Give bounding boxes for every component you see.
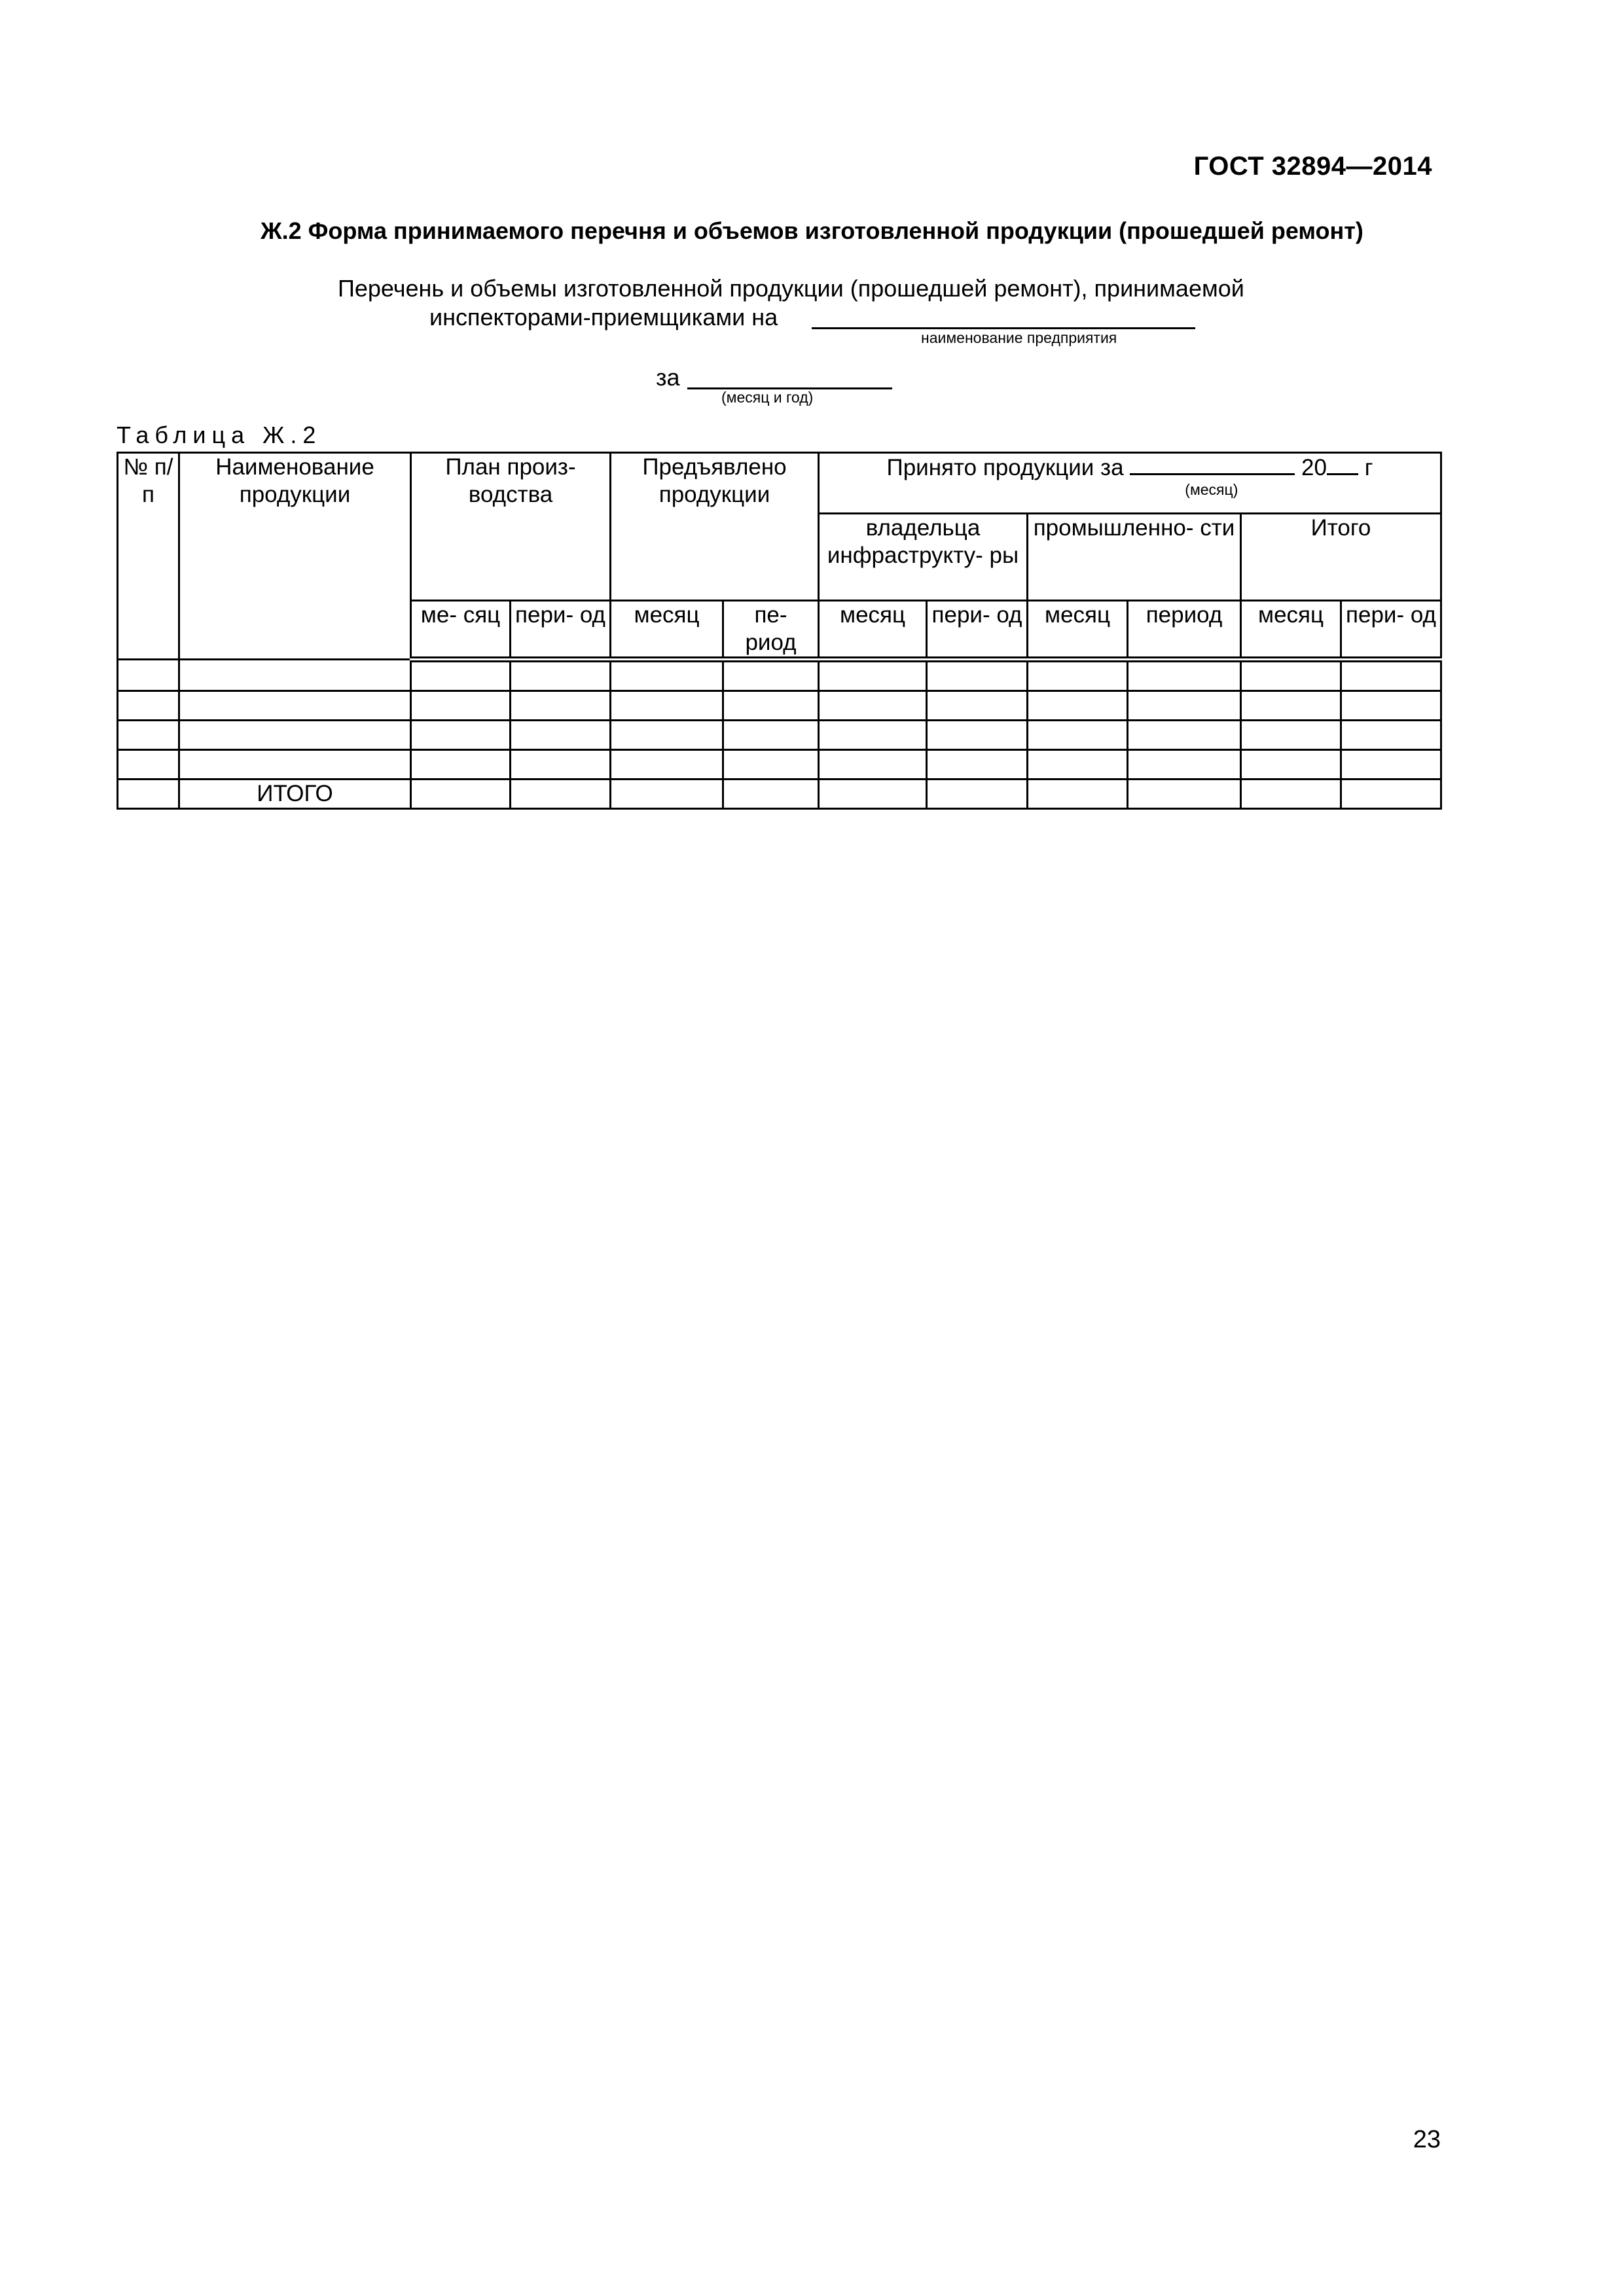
sub-presented-month: месяц	[611, 601, 723, 660]
table-cell[interactable]	[1341, 780, 1441, 809]
table-cell[interactable]	[611, 721, 723, 750]
document-code: ГОСТ 32894—2014	[1193, 152, 1432, 181]
table-cell[interactable]	[723, 721, 819, 750]
total-row-label: ИТОГО	[179, 780, 411, 809]
table-cell[interactable]	[819, 660, 927, 691]
table-cell[interactable]	[819, 691, 927, 721]
table-cell[interactable]	[611, 780, 723, 809]
table-row	[118, 750, 1441, 780]
sub-industry-period: период	[1128, 601, 1241, 660]
table-cell[interactable]	[723, 750, 819, 780]
table-cell[interactable]	[179, 750, 411, 780]
table-cell[interactable]	[1128, 691, 1241, 721]
header-num: № п/ п	[118, 453, 179, 660]
table-cell[interactable]	[1028, 691, 1128, 721]
table-cell[interactable]	[927, 780, 1028, 809]
sub-total-period: пери- од	[1341, 601, 1441, 660]
table-row	[118, 691, 1441, 721]
table-cell[interactable]	[118, 721, 179, 750]
table-cell[interactable]	[1341, 721, 1441, 750]
header-plan: План произ- водства	[411, 453, 611, 601]
table-cell[interactable]	[927, 660, 1028, 691]
sub-industry-month: месяц	[1028, 601, 1128, 660]
table-cell[interactable]	[411, 780, 511, 809]
table-cell[interactable]	[723, 660, 819, 691]
table-cell[interactable]	[819, 780, 927, 809]
table-cell[interactable]	[1028, 780, 1128, 809]
accepted-year-field[interactable]	[1327, 454, 1358, 475]
table-cell[interactable]	[179, 691, 411, 721]
enterprise-caption: наименование предприятия	[921, 329, 1117, 346]
table-cell[interactable]	[927, 721, 1028, 750]
sub-owner-month: месяц	[819, 601, 927, 660]
table-cell[interactable]	[927, 691, 1028, 721]
total-row	[118, 780, 1441, 809]
sub-plan-period: пери- од	[511, 601, 611, 660]
table-cell[interactable]	[179, 721, 411, 750]
page-number: 23	[1413, 2126, 1441, 2153]
table-cell[interactable]	[1241, 691, 1341, 721]
table-cell[interactable]	[1128, 721, 1241, 750]
period-caption: (месяц и год)	[721, 389, 814, 406]
accepted-suffix: г	[1364, 455, 1373, 480]
table-cell[interactable]	[411, 721, 511, 750]
intro-line-2: инспекторами-приемщиками на	[429, 304, 778, 331]
table-cell[interactable]	[611, 750, 723, 780]
sub-plan-month: ме- сяц	[411, 601, 511, 660]
table-cell[interactable]	[511, 691, 611, 721]
table-cell[interactable]	[1341, 691, 1441, 721]
table-cell[interactable]	[1128, 750, 1241, 780]
sub-owner-period: пери- од	[927, 601, 1028, 660]
table-cell[interactable]	[1028, 660, 1128, 691]
header-owner: владельца инфраструкту- ры	[819, 514, 1028, 601]
sub-total-month: месяц	[1241, 601, 1341, 660]
header-presented: Предъявлено продукции	[611, 453, 819, 601]
table-cell[interactable]	[819, 750, 927, 780]
table-cell[interactable]	[1028, 721, 1128, 750]
table-cell[interactable]	[1028, 750, 1128, 780]
table-cell[interactable]	[927, 750, 1028, 780]
table-cell[interactable]	[118, 691, 179, 721]
table-cell[interactable]	[1241, 660, 1341, 691]
header-accepted	[819, 453, 1441, 514]
table-cell[interactable]	[1128, 780, 1241, 809]
table-cell[interactable]	[118, 780, 179, 809]
table-row	[118, 660, 1441, 691]
table-cell[interactable]	[1341, 750, 1441, 780]
accepted-year: 20	[1301, 455, 1327, 480]
header-industry: промышленно- сти	[1028, 514, 1241, 601]
za-label: за	[656, 364, 680, 391]
production-table	[117, 452, 1442, 810]
table-cell[interactable]	[511, 780, 611, 809]
table-cell[interactable]	[118, 660, 179, 691]
accepted-prefix: Принято продукции за	[886, 455, 1124, 480]
table-row	[118, 721, 1441, 750]
table-cell[interactable]	[411, 750, 511, 780]
table-cell[interactable]	[511, 750, 611, 780]
table-cell[interactable]	[1241, 750, 1341, 780]
table-cell[interactable]	[411, 660, 511, 691]
table-cell[interactable]	[1241, 780, 1341, 809]
table-cell[interactable]	[723, 691, 819, 721]
table-cell[interactable]	[511, 721, 611, 750]
table-cell[interactable]	[1241, 721, 1341, 750]
table-cell[interactable]	[611, 660, 723, 691]
section-title: Ж.2 Форма принимаемого перечня и объемов изготовленной продукции (прошедшей ремонт)	[261, 217, 1363, 244]
table-cell[interactable]	[179, 660, 411, 691]
table-cell[interactable]	[611, 691, 723, 721]
accepted-month-caption: (месяц)	[1185, 481, 1238, 498]
intro-line-1: Перечень и объемы изготовленной продукции (прошедшей ремонт), принимаемой	[338, 275, 1244, 302]
table-cell[interactable]	[723, 780, 819, 809]
header-total: Итого	[1241, 514, 1441, 601]
table-caption: Таблица Ж.2	[117, 422, 322, 448]
table-cell[interactable]	[1341, 660, 1441, 691]
accepted-month-field[interactable]	[1130, 454, 1295, 498]
table-cell[interactable]	[1128, 660, 1241, 691]
table-cell[interactable]	[118, 750, 179, 780]
header-name: Наименование продукции	[179, 453, 411, 660]
table-cell[interactable]	[411, 691, 511, 721]
table-cell[interactable]	[819, 721, 927, 750]
sub-presented-period: пе- риод	[723, 601, 819, 660]
table-cell[interactable]	[511, 660, 611, 691]
